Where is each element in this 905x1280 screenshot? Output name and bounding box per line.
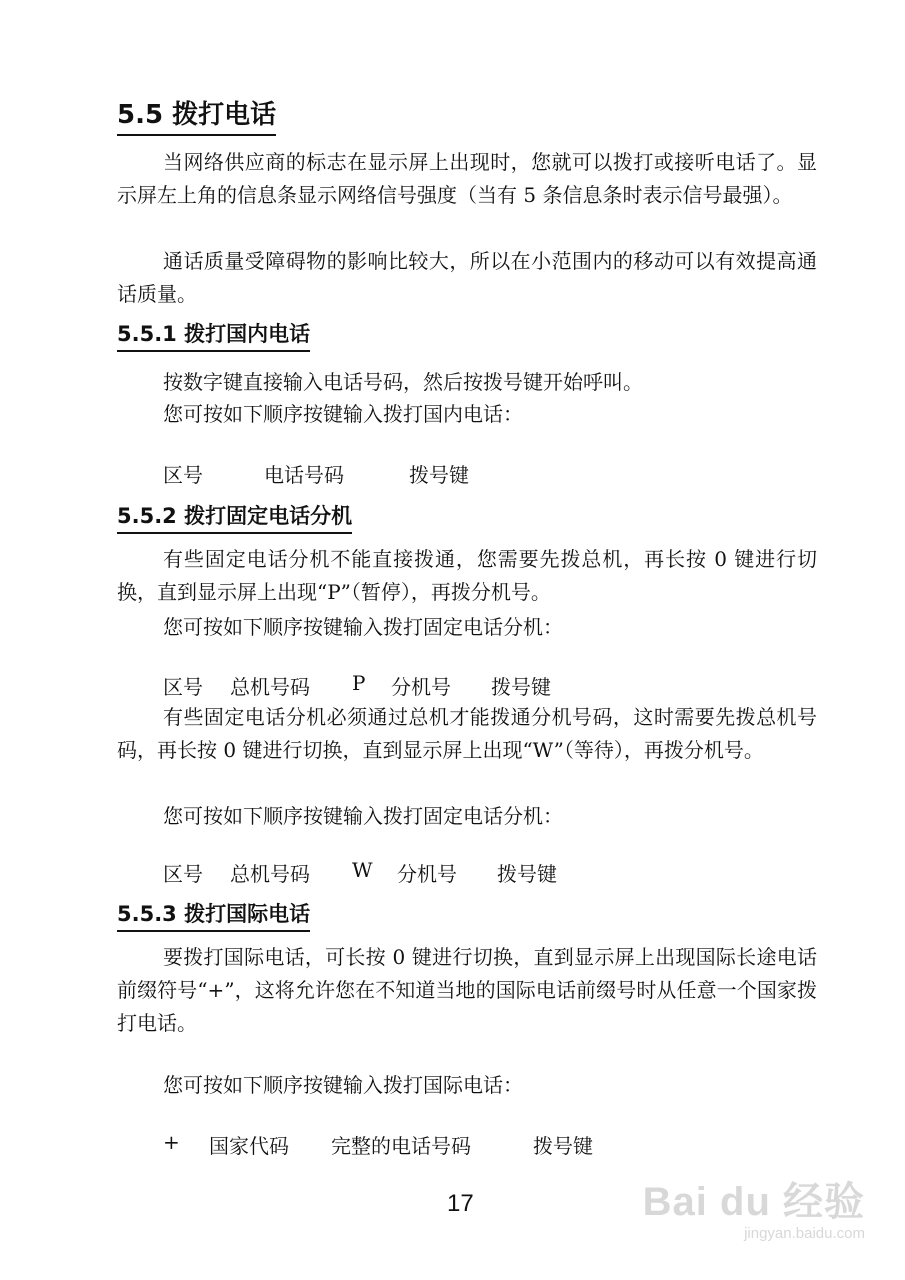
- seq-item: 拨号键: [491, 675, 551, 699]
- seq-item: 拨号键: [409, 463, 469, 487]
- seq-item: +: [163, 1130, 180, 1154]
- baidu-jingyan-watermark: [643, 1170, 865, 1242]
- seq-item: 总机号码: [230, 675, 310, 699]
- extension-paragraph-2: 有些固定电话分机必须通过总机才能拨通分机号码，这时需要先拨总机号码，再长按 0 键进行切换，直到显示屏上出现“W”（等待），再拨分机号。: [117, 705, 817, 762]
- extension-paragraph-1: 有些固定电话分机不能直接拨通，您需要先拨总机，再长按 0 键进行切换，直到显示屏上出现“P”（暂停），再拨分机号。: [117, 547, 817, 604]
- seq-item: 区号: [163, 463, 203, 487]
- seq-item: 区号: [163, 675, 203, 699]
- seq-item: 区号: [163, 862, 203, 886]
- subsection-title-domestic: 5.5.1 拨打国内电话: [117, 320, 310, 352]
- international-order-intro: 您可按如下顺序按键输入拨打国际电话：: [163, 1073, 523, 1097]
- seq-item: W: [352, 858, 373, 882]
- seq-item: 总机号码: [230, 862, 310, 886]
- extension-order-intro-2: 您可按如下顺序按键输入拨打固定电话分机：: [163, 804, 563, 828]
- section-title: 5.5 拨打电话: [117, 98, 276, 136]
- seq-item: 拨号键: [497, 862, 557, 886]
- seq-item: P: [352, 671, 366, 695]
- extension-order-intro-1: 您可按如下顺序按键输入拨打固定电话分机：: [163, 615, 563, 639]
- intro-paragraph-1: 当网络供应商的标志在显示屏上出现时，您就可以拨打或接听电话了。显示屏左上角的信息条显示网络信号强度（当有 5 条信息条时表示信号最强）。: [117, 150, 817, 207]
- watermark-logo: Bai du 经验: [642, 1180, 865, 1224]
- subsection-title-extension: 5.5.2 拨打固定电话分机: [117, 502, 352, 534]
- seq-item: 分机号: [397, 862, 457, 886]
- seq-item: 拨号键: [533, 1134, 593, 1158]
- subsection-title-international: 5.5.3 拨打国际电话: [117, 900, 310, 932]
- watermark-url: jingyan.baidu.com: [744, 1225, 865, 1242]
- international-paragraph: 要拨打国际电话，可长按 0 键进行切换，直到显示屏上出现国际长途电话前缀符号“+”，这将允许您在不知道当地的国际电话前缀号时从任意一个国家拨打电话。: [117, 945, 817, 1035]
- domestic-order-intro: 您可按如下顺序按键输入拨打国内电话：: [163, 402, 523, 426]
- intro-paragraph-2: 通话质量受障碍物的影响比较大，所以在小范围内的移动可以有效提高通话质量。: [117, 249, 817, 306]
- seq-item: 分机号: [391, 675, 451, 699]
- seq-item: 电话号码: [264, 463, 344, 487]
- page-number: 17: [447, 1190, 474, 1217]
- seq-item: 国家代码: [209, 1134, 289, 1158]
- domestic-instruction: 按数字键直接输入电话号码，然后按拨号键开始呼叫。: [163, 370, 643, 394]
- seq-item: 完整的电话号码: [331, 1134, 471, 1158]
